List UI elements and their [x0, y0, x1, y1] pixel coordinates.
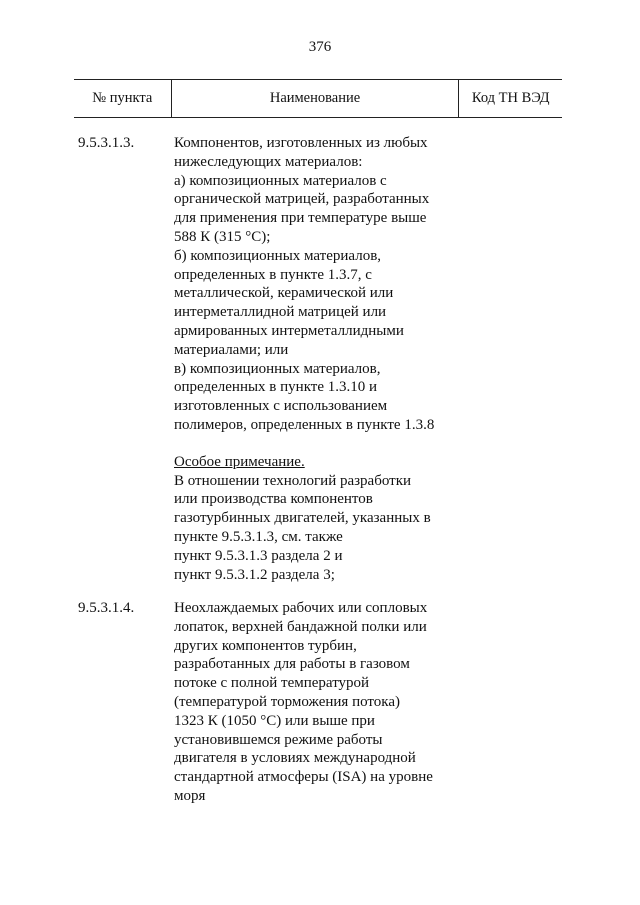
text-line: армированных интерметаллидными: [174, 322, 404, 339]
text-line: стандартной атмосферы (ISA) на уровне: [174, 769, 433, 786]
text-line: лопаток, верхней бандажной полки или: [174, 618, 427, 635]
column-header-code: Код ТН ВЭД: [471, 90, 550, 106]
special-note-body: [174, 472, 474, 585]
item-description: [174, 134, 474, 584]
text-line: 1323 К (1050 °С) или выше при: [174, 712, 375, 729]
text-line: металлической, керамической или: [174, 285, 394, 302]
text-line: полимеров, определенных в пункте 1.3.8: [174, 416, 435, 433]
item-number: 9.5.3.1.4.: [78, 600, 135, 616]
text-line: других компонентов турбин,: [174, 637, 357, 654]
text-line: определенных в пункте 1.3.7, с: [174, 266, 372, 283]
page-number: 376: [308, 39, 332, 55]
column-header-name: Наименование: [172, 80, 460, 117]
text-line: изготовленных с использованием: [174, 398, 388, 415]
text-line: интерметаллидной матрицей или: [174, 304, 387, 321]
text-line: потоке с полной температурой: [174, 675, 370, 692]
note-line: В отношении технологий разработки: [174, 472, 412, 489]
text-line: определенных в пункте 1.3.10 и: [174, 379, 378, 396]
note-line: пункте 9.5.3.1.3, см. также: [174, 528, 343, 545]
text-line: двигателя в условиях международной: [174, 750, 416, 767]
text-line: установившемся режиме работы: [174, 731, 383, 748]
table-header: [74, 79, 562, 118]
special-note-title: Особое примечание.: [174, 453, 305, 470]
text-line: разработанных для работы в газовом: [174, 656, 410, 673]
text-line: в) композиционных материалов,: [174, 360, 381, 377]
text-line: материалами; или: [174, 341, 289, 358]
note-line: газотурбинных двигателей, указанных в: [174, 510, 431, 527]
item-description: [174, 599, 474, 806]
text-line: Компонентов, изготовленных из любых: [174, 135, 428, 151]
text-line: органической матрицей, разработанных: [174, 191, 430, 208]
text-line: а) композиционных материалов с: [174, 172, 387, 189]
column-header-number: № пункта: [74, 80, 172, 117]
text-line: (температурой торможения потока): [174, 693, 400, 710]
item-number: 9.5.3.1.3.: [78, 135, 135, 151]
text-line: б) композиционных материалов,: [174, 247, 382, 264]
spacer: [174, 435, 474, 453]
text-line: Неохлаждаемых рабочих или сопловых: [174, 600, 428, 616]
note-line: пункт 9.5.3.1.3 раздела 2 и: [174, 547, 343, 564]
text-line: нижеследующих материалов:: [174, 153, 363, 170]
note-line: пункт 9.5.3.1.2 раздела 3;: [174, 566, 335, 583]
note-line: или производства компонентов: [174, 491, 373, 508]
text-line: для применения при температуре выше: [174, 210, 427, 227]
text-line: моря: [174, 787, 206, 804]
text-line: 588 К (315 °С);: [174, 228, 271, 245]
